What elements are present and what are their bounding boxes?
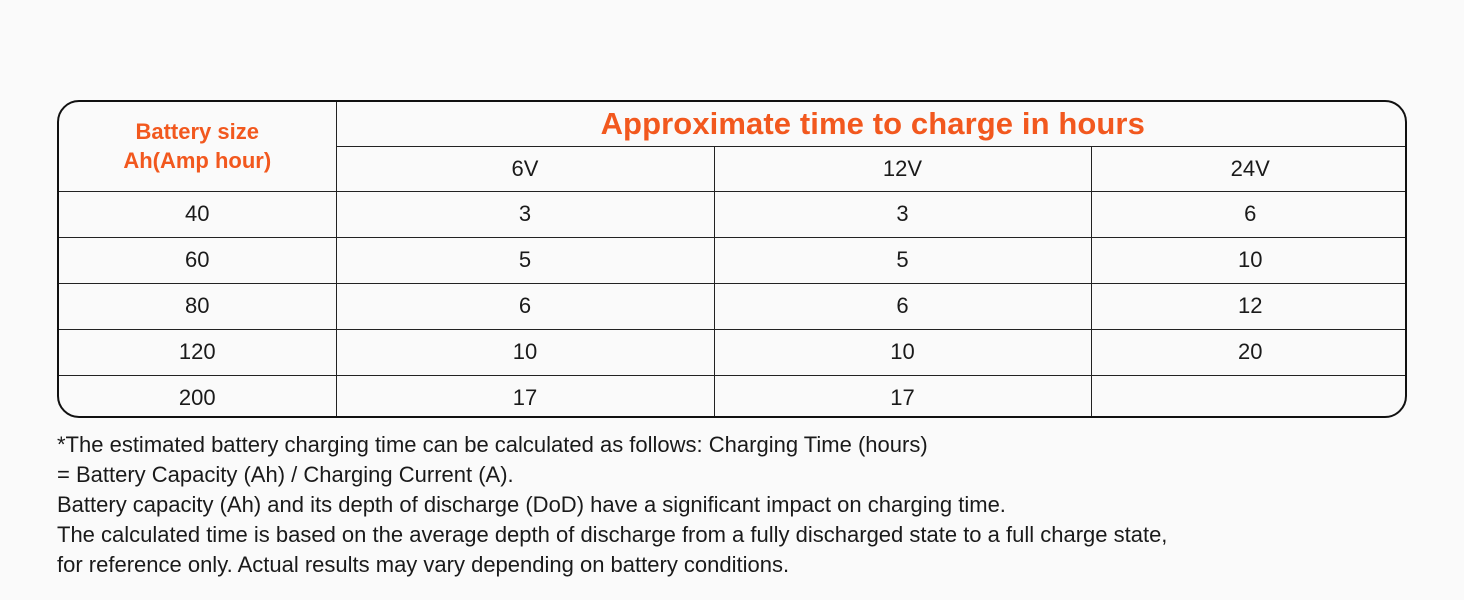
footnote-line: = Battery Capacity (Ah) / Charging Current (A). — [57, 462, 514, 487]
table-row — [59, 329, 1407, 375]
battery-size-cell: 80 — [59, 283, 336, 329]
battery-size-header-line2: Ah(Amp hour) — [123, 148, 272, 174]
footnote-line: *The estimated battery charging time can be calculated as follows: Charging Time (hours) — [57, 432, 928, 457]
time-12v-cell: 3 — [714, 191, 1091, 237]
voltage-header-12v: 12V — [714, 146, 1091, 191]
time-12v-cell: 6 — [714, 283, 1091, 329]
table-title: Approximate time to charge in hours — [336, 102, 1407, 146]
time-6v-cell: 3 — [336, 191, 714, 237]
time-6v-cell: 5 — [336, 237, 714, 283]
footnote-line: The calculated time is based on the average depth of discharge from a fully discharged state to a full charge state, — [57, 522, 1168, 547]
time-12v-cell: 10 — [714, 329, 1091, 375]
voltage-header-24v: 24V — [1091, 146, 1407, 191]
time-6v-cell: 10 — [336, 329, 714, 375]
table-title-row — [59, 102, 1407, 146]
charging-time-table — [57, 100, 1407, 418]
table-row — [59, 375, 1407, 418]
charging-table — [59, 102, 1407, 418]
battery-size-header-line1: Battery size — [135, 119, 259, 145]
time-24v-cell: 6 — [1091, 191, 1407, 237]
table-row — [59, 191, 1407, 237]
time-24v-cell: 20 — [1091, 329, 1407, 375]
time-12v-cell: 17 — [714, 375, 1091, 418]
time-12v-cell: 5 — [714, 237, 1091, 283]
time-24v-cell: 10 — [1091, 237, 1407, 283]
time-24v-cell — [1091, 375, 1407, 418]
battery-size-header — [59, 102, 336, 191]
battery-size-cell: 200 — [59, 375, 336, 418]
footnotes — [57, 430, 1417, 580]
footnote-line: Battery capacity (Ah) and its depth of discharge (DoD) have a significant impact on charging time. — [57, 492, 1006, 517]
time-6v-cell: 6 — [336, 283, 714, 329]
footnote-line: for reference only. Actual results may vary depending on battery conditions. — [57, 552, 790, 577]
voltage-header-6v: 6V — [336, 146, 714, 191]
battery-size-cell: 120 — [59, 329, 336, 375]
table-row — [59, 283, 1407, 329]
battery-size-cell: 40 — [59, 191, 336, 237]
battery-size-cell: 60 — [59, 237, 336, 283]
time-6v-cell: 17 — [336, 375, 714, 418]
table-row — [59, 237, 1407, 283]
time-24v-cell: 12 — [1091, 283, 1407, 329]
